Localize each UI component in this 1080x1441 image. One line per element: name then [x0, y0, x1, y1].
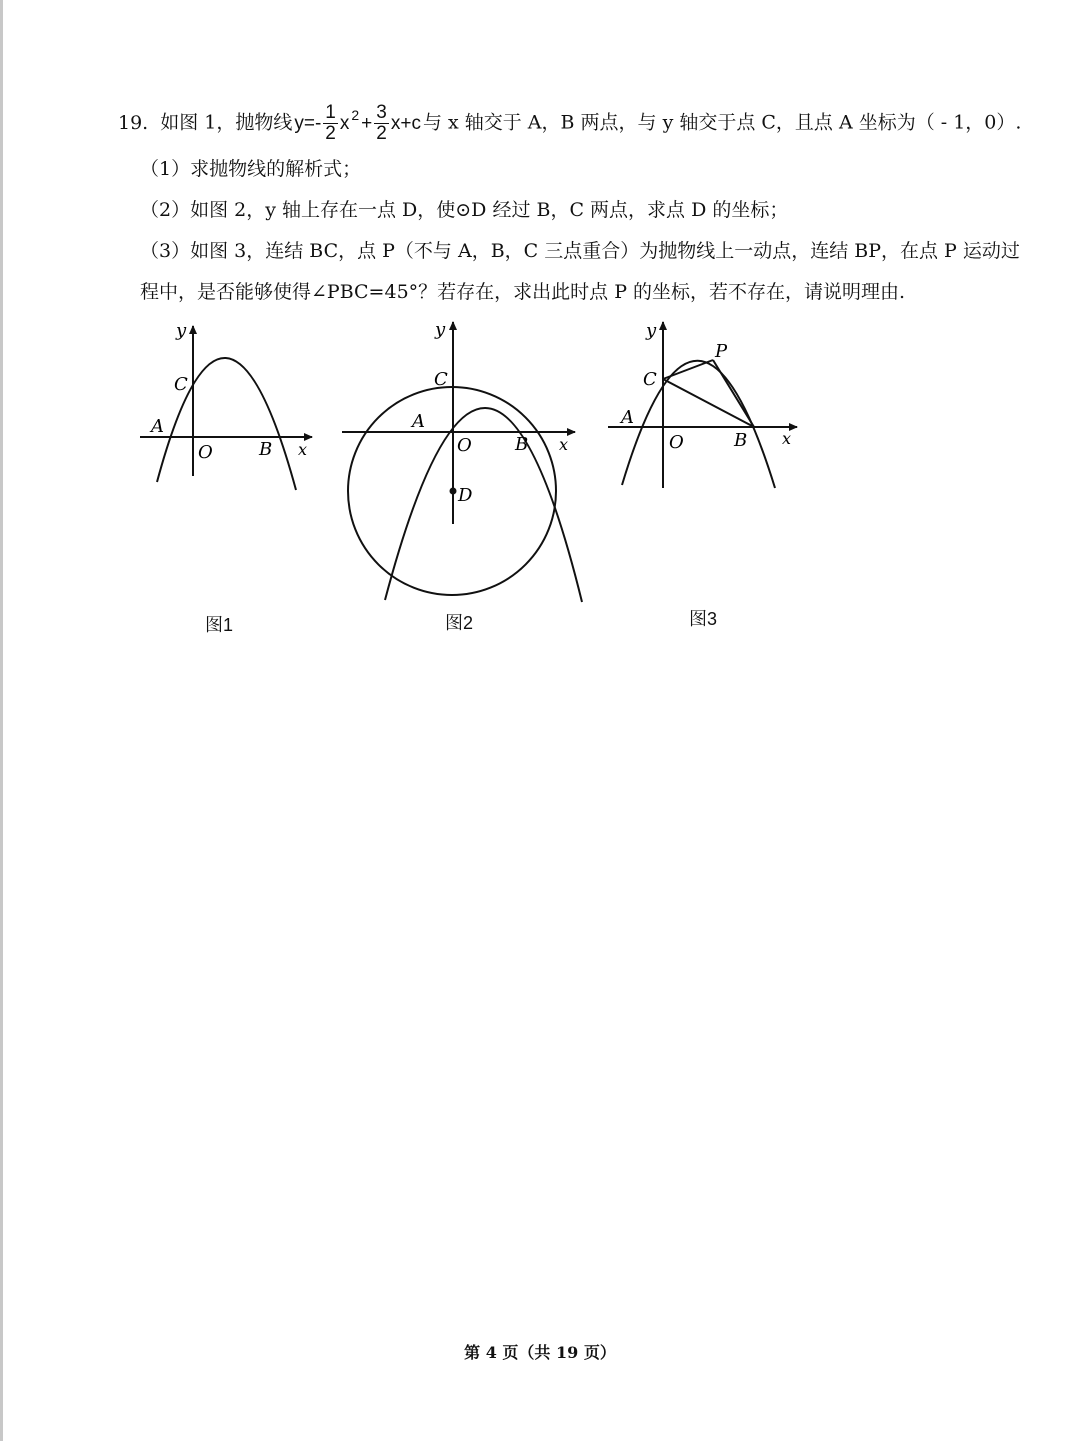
fig1-label-c: C: [174, 374, 188, 395]
fig3-label-y: y: [646, 320, 657, 341]
fig1-label-b: B: [259, 439, 273, 460]
figure-3-caption: 图3: [689, 609, 718, 629]
formula-lhs: y=: [294, 112, 315, 134]
fig2-label-d: D: [458, 485, 473, 506]
fig2-label-o: O: [457, 435, 472, 456]
fig2-label-a: A: [412, 411, 425, 432]
fraction-1-numerator: 1: [325, 102, 336, 123]
question-3-line-1: （3）如图 3，连结 BC，点 P（不与 A，B，C 三点重合）为抛物线上一动点，连结 BP，在点 P 运动过: [140, 240, 1020, 262]
figure-1: [140, 320, 312, 490]
fig3-label-o: O: [669, 432, 684, 453]
formula-exponent: 2: [351, 106, 360, 123]
fig3-label-a: A: [621, 407, 634, 428]
fig2-label-c: C: [434, 369, 448, 390]
figures-canvas: [0, 0, 1080, 700]
fraction-2-denominator: 2: [376, 123, 387, 144]
fig1-label-o: O: [198, 442, 213, 463]
formula-minus: -: [314, 112, 322, 134]
fig3-label-b: B: [734, 430, 748, 451]
problem-number: 19.: [118, 111, 149, 134]
problem-intro-suffix: 与 x 轴交于 A，B 两点，与 y 轴交于点 C，且点 A 坐标为（ - 1，0）.: [422, 111, 1022, 134]
question-1: （1）求抛物线的解析式；: [140, 158, 362, 180]
fig2-label-x: x: [559, 435, 569, 454]
fig1-label-a: A: [151, 416, 164, 437]
figure-1-caption: 图1: [205, 615, 234, 635]
fig3-label-c: C: [643, 369, 657, 390]
fraction-2-numerator: 3: [376, 102, 387, 123]
fig2-parabola: [385, 408, 582, 602]
formula-x: x: [339, 112, 350, 134]
fig2-label-y: y: [435, 319, 446, 340]
formula-tail: x+c: [390, 112, 421, 134]
formula-plus: +: [361, 112, 373, 134]
question-2: （2）如图 2，y 轴上存在一点 D，使⊙D 经过 B，C 两点，求点 D 的坐标；: [140, 199, 789, 221]
fraction-1-denominator: 2: [325, 123, 336, 144]
fig3-label-p: P: [715, 341, 728, 362]
problem-intro-prefix: 如图 1，抛物线: [160, 111, 293, 134]
page-footer: 第 4 页（共 19 页）: [464, 1343, 616, 1362]
fig1-label-x: x: [298, 440, 308, 459]
fig2-label-b: B: [515, 434, 529, 455]
figure-2: [342, 319, 582, 602]
figure-3: [608, 320, 797, 488]
figure-2-caption: 图2: [445, 613, 474, 633]
fig1-label-y: y: [176, 320, 187, 341]
question-3-line-2: 程中，是否能够使得∠PBC=45°？若存在，求出此时点 P 的坐标，若不存在，请说明理由.: [140, 281, 906, 303]
fig2-point-d: [450, 488, 457, 495]
fig3-label-x: x: [782, 429, 792, 448]
